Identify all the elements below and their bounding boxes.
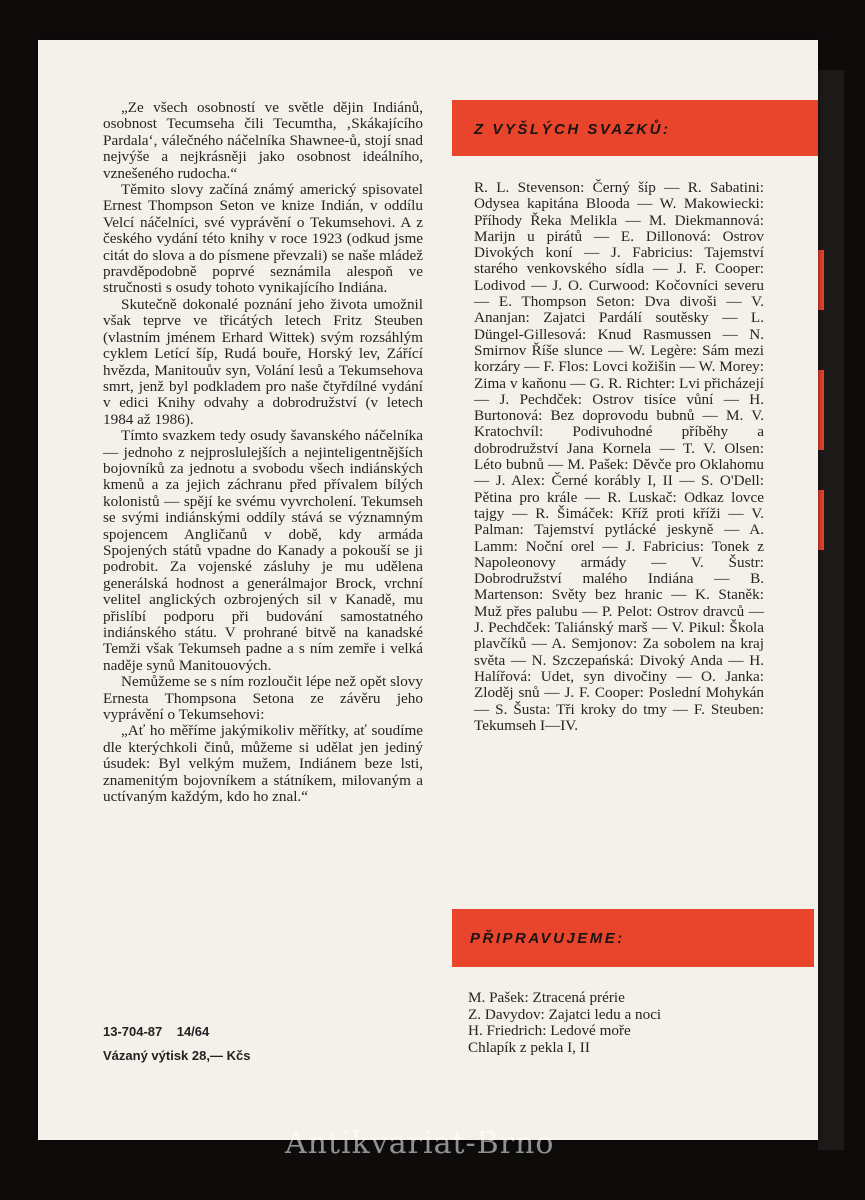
forthcoming-item: M. Pašek: Ztracená prérie xyxy=(468,989,625,1006)
blurb-paragraph-4: Tímto svazkem tedy osudy šavanského náčelníka — jednoho z nejproslulejších a nejinteligentnějších bojovníků za jednotu a svobodu všech indiánských kmenů a za jejich záchranu před přívalem bílých kolonistů — spějí ke svému vyvrcholení. Tekumseh se svými indiánskými oddíly stává se významným spojencem Angličanů v době, kdy armáda Spojených států vpadne do Kanady a pokouší se ji podrobit. Za vojenské zásluhy je mu udělena generálská hodnost a generálmajor Brock, vrchní velitel anglických ozbrojených sil v Kanadě, mu přislíbí podporu při budování samostatného indiánského státu. V prohrané bitvě na kanadské Temži však Tekumseh padne a s ním zemře i velká naděje synů Manitouových. xyxy=(103,427,423,674)
blurb-paragraph-5: Nemůžeme se s ním rozloučit lépe než opět slovy Ernesta Thompsona Setona ze závěru jeho vyprávění o Tekumsehovi: xyxy=(103,673,423,724)
forthcoming-item: Z. Davydov: Zajatci ledu a noci xyxy=(468,1005,662,1023)
spine-stripe xyxy=(818,370,824,450)
published-banner: Z VYŠLÝCH SVAZKŮ: xyxy=(452,100,818,156)
blurb-paragraph-2: Těmito slovy začíná známý americký spisovatel Ernest Thompson Seton ve knize Indián, v oddílu Velcí náčelníci, své vyprávění o Tekumsehovi. A z českého vydání této knihy v roce 1923 (odkud jsme citát do slova a do písmene převzali) se naše mládež pravděpodobně poprvé seznámila alespoň ve stručnosti s osudy tohoto vynikajícího Indiána. xyxy=(103,181,423,297)
forthcoming-list xyxy=(468,990,661,1056)
publication-codes xyxy=(103,1020,250,1068)
blurb-paragraph-3: Skutečně dokonalé poznání jeho života umožnil však teprve ve třicátých letech Fritz Steuben (vlastním jménem Erhard Wittek) svým rozsáhlým cyklem Letící šíp, Rudá bouře, Horský lev, Zářící hvězda, Manitouův syn, Volání lesů a Tekumsehova smrt, jenž byl podkladem pro naše čtyřdílné vydání v edici Knihy odvahy a dobrodružství (v letech 1984 až 1986). xyxy=(103,295,423,428)
published-list: R. L. Stevenson: Černý šíp — R. Sabatini: Odysea kapitána Blooda — W. Makowiecki: Příhody Řeka Melikla — M. Diekmannová: Marijn u pirátů — E. Dillonová: Ostrov Divokých koní — J. Fabricius: Tajemství starého venkovského sídla — J. F. Cooper: Lodivod — J. O. Curwood: Kočovníci severu — E. Thompson Seton: Dva divoši — V. Ananjan: Zajatci Pardálí soutěsky — L. Düngel-Gillesová: Knud Rasmussen — N. Smirnov Říše slunce — W. Legère: Sám mezi korzáry — F. Flos: Lovci kožišin — W. Morey: Zima v kaňonu — G. R. Richter: Lvi přicházejí — J. Pechdček: Ostrov tisíce vůní — H. Burtonová: Bez doprovodu bubnů — M. V. Kratochvíl: Podivuhodné příběhy a dobrodružství Jana Kornela — T. V. Olsen: Léto bubnů — M. Pašek: Děvče pro Oklahomu — J. Alex: Černé korábly I, II — S. O'Dell: Pětina pro krále — R. Luskač: Odkaz lovce tajgy — R. Šimáček: Kříž proti kříži — V. Palman: Tajemství pytlácké jeskyně — A. Lamm: Noční orel — J. Fabricius: Tonek z Napoleonovy armády — V. Šustr: Dobrodružství malého Indiána — B. Martenson: Světy bez hranic — K. Staněk: Muž přes palubu — P. Pelot: Ostrov dravců — J. Pechdček: Taliánský marš — V. Pikul: Škola plavčíků — A. Semjonov: Za sobolem na kraj světa — N. Szczepańská: Divoký Anda — H. Halířová: Udet, syn divočiny — O. Janka: Zloděj snů — J. F. Cooper: Poslední Mohykán — S. Šusta: Tři kroky do tmy — F. Steuben: Tekumseh I—IV. xyxy=(474,179,764,734)
spine-stripe xyxy=(818,250,824,310)
forthcoming-banner: PŘIPRAVUJEME: xyxy=(452,909,814,967)
blurb-text xyxy=(103,100,423,805)
blurb-paragraph-6: „Ať ho měříme jakýmikoliv měřítky, ať soudíme dle kterýchkoli činů, můžeme si udělat jen jediný úsudek: Byl velkým mužem, Indiánem beze lsti, znamenitým bojovníkem a státníkem, milovaným a uctívaným každým, kdo ho znal.“ xyxy=(103,722,423,806)
spine-stripe xyxy=(818,490,824,550)
forthcoming-item: Chlapík z pekla I, II xyxy=(468,1038,590,1056)
forthcoming-item: H. Friedrich: Ledové moře xyxy=(468,1022,631,1039)
book-spine xyxy=(818,70,844,1150)
watermark: Antikvariat-Brno xyxy=(285,1126,555,1161)
catalog-code: 13-704-87 14/64 xyxy=(103,1024,210,1039)
blurb-paragraph-1: „Ze všech osobností ve světle dějin Indiánů, osobnost Tecumseha čili Tecumtha, ‚Skákajícího Pardala‘, válečného náčelníka Shawnee-ů, stojí snad nejvýše a nejkrásněji jako osobnost ideálního, vznešeného rudocha.“ xyxy=(103,99,423,182)
price-label: Vázaný výtisk 28,— Kčs xyxy=(103,1048,251,1063)
